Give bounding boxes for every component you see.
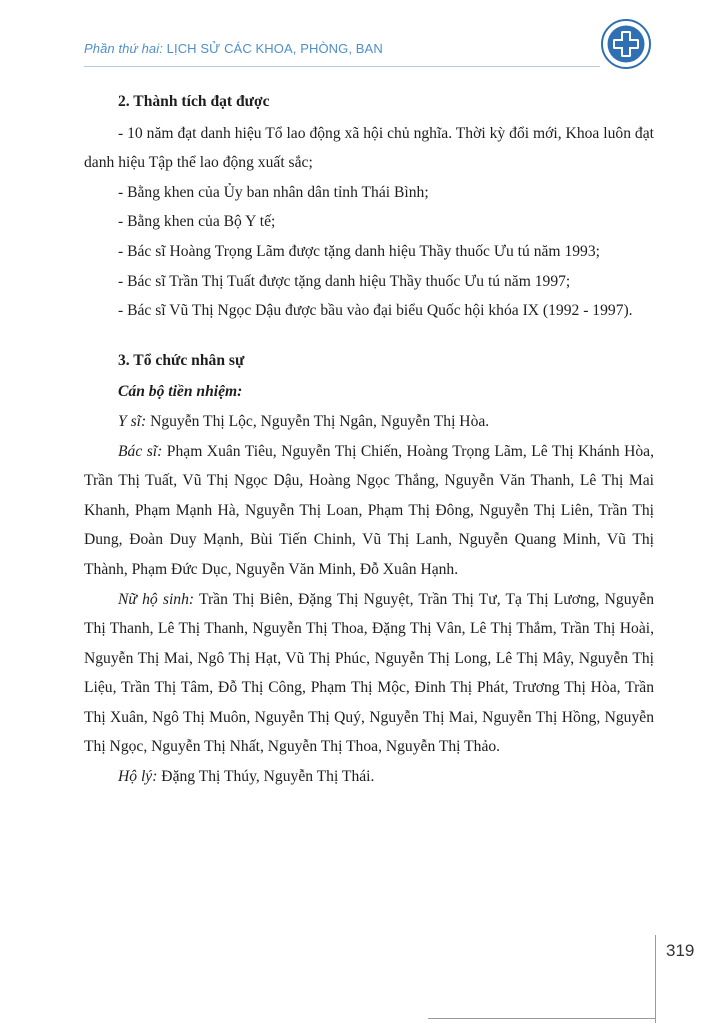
staff-group xyxy=(84,407,654,437)
achievement-item: - Bằng khen của Bộ Y tế; xyxy=(118,213,276,231)
running-header xyxy=(84,41,383,56)
header-title: LỊCH SỬ CÁC KHOA, PHÒNG, BAN xyxy=(166,41,383,56)
staff-group-label: Nữ hộ sinh: xyxy=(118,590,195,608)
page-number-rule xyxy=(655,935,656,1023)
staff-group-names: Trần Thị Biên, Đặng Thị Nguyệt, Trần Thị Tư, Tạ Thị Lương, Nguyễn Thị Thanh, Lê Thị Thanh, Nguyễn Thị Thoa, Đặng Thị Vân, Lê Thị Thắm, Trần Thị Hoài, Nguyễn Thị Mai, Ngô Thị Hạt, Vũ Thị Phúc, Nguyễn Thị Long, Lê Thị Mây, Nguyễn Thị Liệu, Trần Thị Tâm, Đỗ Thị Công, Phạm Thị Mộc, Đinh Thị Phát, Trương Thị Hòa, Trần Thị Xuân, Ngô Thị Muôn, Nguyễn Thị Quý, Nguyễn Thị Mai, Nguyễn Thị Hồng, Nguyễn Thị Ngọc, Nguyễn Thị Nhất, Nguyễn Thị Thoa, Nguyễn Thị Thảo. xyxy=(84,590,654,756)
footer-rule xyxy=(428,1018,655,1019)
achievement-item: - Bằng khen của Ủy ban nhân dân tỉnh Thái Bình; xyxy=(118,183,429,201)
page-number: 319 xyxy=(666,941,695,960)
section-heading-personnel: 3. Tổ chức nhân sự xyxy=(118,351,245,369)
achievement-item: - 10 năm đạt danh hiệu Tổ lao động xã hội chủ nghĩa. Thời kỳ đổi mới, Khoa luôn đạt danh hiệu Tập thể lao động xuất sắc; xyxy=(84,124,654,172)
page-content xyxy=(84,87,654,792)
staff-group-label: Bác sĩ: xyxy=(118,442,163,460)
staff-group-names: Đặng Thị Thúy, Nguyễn Thị Thái. xyxy=(157,768,375,786)
section-heading-achievements: 2. Thành tích đạt được xyxy=(118,93,270,110)
staff-group-names: Nguyễn Thị Lộc, Nguyễn Thị Ngân, Nguyễn Thị Hòa. xyxy=(146,412,490,430)
staff-group-label: Hộ lý: xyxy=(118,768,158,786)
achievement-item: - Bác sĩ Trần Thị Tuất được tặng danh hiệu Thầy thuốc Ưu tú năm 1997; xyxy=(118,272,571,290)
header-rule xyxy=(84,66,600,67)
staff-group-names: Phạm Xuân Tiêu, Nguyễn Thị Chiến, Hoàng Trọng Lãm, Lê Thị Khánh Hòa, Trần Thị Tuất, Vũ Thị Ngọc Dậu, Hoàng Ngọc Thắng, Nguyễn Văn Thanh, Lê Thị Mai Khanh, Phạm Mạnh Hà, Nguyễn Thị Loan, Phạm Thị Đông, Nguyễn Thị Liên, Trần Thị Dung, Đoàn Duy Mạnh, Bùi Tiến Chinh, Vũ Thị Lanh, Nguyễn Quang Minh, Vũ Thị Thành, Phạm Đức Dục, Nguyễn Văn Minh, Đỗ Xuân Hạnh. xyxy=(84,442,654,578)
staff-group xyxy=(84,762,654,792)
achievement-item: - Bác sĩ Hoàng Trọng Lãm được tặng danh hiệu Thầy thuốc Ưu tú năm 1993; xyxy=(118,242,600,260)
former-staff-heading: Cán bộ tiền nhiệm: xyxy=(118,383,243,401)
hospital-emblem-icon xyxy=(600,18,652,70)
staff-group-label: Y sĩ: xyxy=(118,412,147,430)
achievement-item: - Bác sĩ Vũ Thị Ngọc Dậu được bầu vào đại biểu Quốc hội khóa IX (1992 - 1997). xyxy=(118,302,633,320)
staff-group xyxy=(84,585,654,763)
header-part: Phần thứ hai: xyxy=(84,41,163,56)
staff-group xyxy=(84,437,654,585)
